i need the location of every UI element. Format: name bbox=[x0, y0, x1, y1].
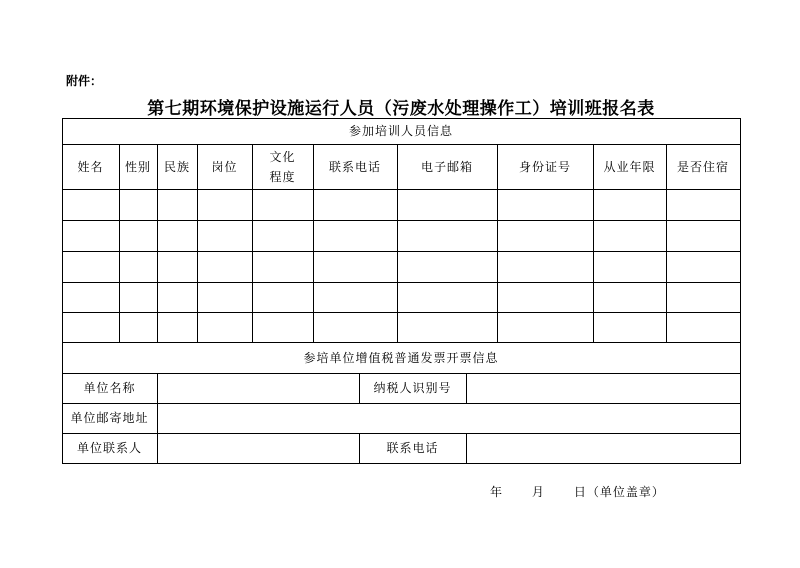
table-line bbox=[740, 118, 741, 463]
table-line bbox=[466, 433, 467, 463]
date-day-seal: 日（单位盖章） bbox=[573, 485, 665, 499]
form-title: 第七期环境保护设施运行人员（污废水处理操作工）培训班报名表 bbox=[147, 99, 655, 119]
table-line bbox=[62, 251, 741, 252]
header-lodging: 是否住宿 bbox=[676, 159, 729, 174]
attachment-label: 附件： bbox=[66, 74, 103, 88]
table-line bbox=[157, 373, 158, 463]
table-line bbox=[62, 189, 741, 190]
header-id-number: 身份证号 bbox=[518, 159, 571, 174]
table-line bbox=[62, 403, 741, 404]
section-invoice-info: 参培单位增值税普通发票开票信息 bbox=[303, 350, 499, 365]
date-year: 年 bbox=[490, 485, 504, 499]
date-month: 月 bbox=[531, 485, 545, 499]
header-years: 从业年限 bbox=[603, 159, 656, 174]
header-position: 岗位 bbox=[211, 159, 238, 174]
label-unit-name: 单位名称 bbox=[83, 381, 136, 395]
header-education bbox=[252, 144, 313, 189]
header-gender: 性别 bbox=[124, 159, 151, 174]
table-line bbox=[62, 463, 741, 464]
header-phone: 联系电话 bbox=[328, 159, 381, 174]
header-email: 电子邮箱 bbox=[420, 159, 473, 174]
header-ethnicity: 民族 bbox=[163, 159, 190, 174]
header-education-line2: 程度 bbox=[269, 169, 296, 184]
table-line bbox=[62, 312, 741, 313]
date-seal-line bbox=[490, 483, 665, 500]
header-education-line1: 文化 bbox=[269, 149, 296, 164]
section-training-info: 参加培训人员信息 bbox=[348, 124, 453, 138]
table-line bbox=[62, 220, 741, 221]
table-line bbox=[62, 282, 741, 283]
table-line bbox=[466, 373, 467, 403]
label-contact-phone: 联系电话 bbox=[386, 441, 439, 455]
label-contact-person: 单位联系人 bbox=[76, 441, 142, 455]
label-taxpayer-id: 纳税人识别号 bbox=[373, 381, 452, 395]
header-name: 姓名 bbox=[77, 159, 104, 174]
label-mailing-address: 单位邮寄地址 bbox=[70, 411, 149, 425]
